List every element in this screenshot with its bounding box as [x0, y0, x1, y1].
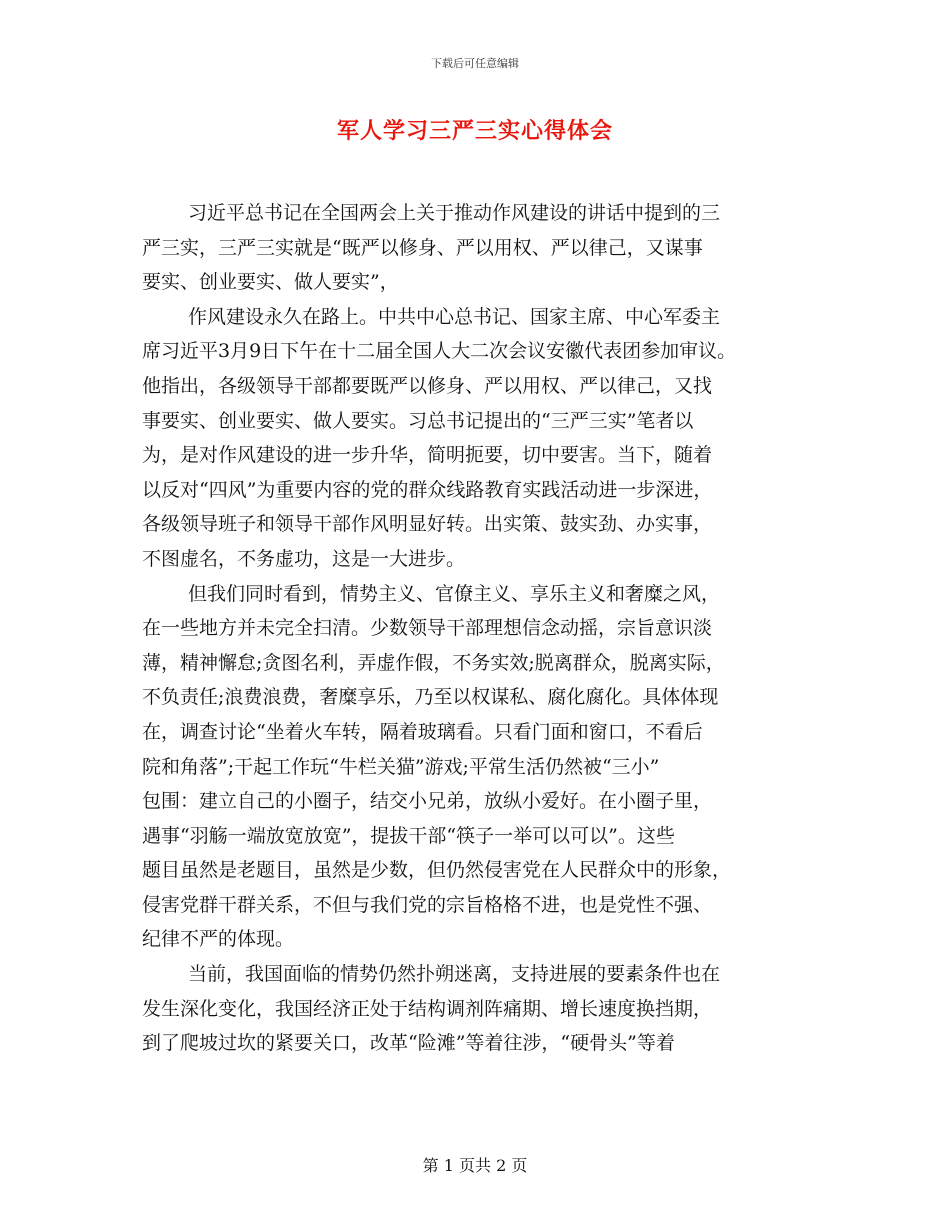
body-text-line: 遇事“羽觞一端放宽放宽”，提拔干部“筷子一举可以可以”。这些	[142, 824, 675, 847]
body-text-line: 以反对“四风”为重要内容的党的群众线路教育实践活动进一步深进，	[142, 478, 713, 501]
body-text-line: 他指出，各级领导干部都要既严以修身、严以用权、严以律己，又找	[142, 374, 713, 397]
body-text-line: 事要实、创业要实、做人要实。习总书记提出的“三严三实”笔者以	[142, 409, 694, 432]
body-text-line: 作风建设永久在路上。中共中心总书记、国家主席、中心军委主	[188, 305, 721, 328]
body-text-line: 到了爬坡过坎的紧要关口，改革“险滩”等着往涉，“硬骨头”等着	[142, 1032, 675, 1055]
header-note: 下载后可任意编辑	[431, 57, 519, 70]
body-text-line: 在一些地方并未完全扫清。少数领导干部理想信念动摇，宗旨意识淡	[142, 617, 713, 640]
body-text-line: 严三实，三严三实就是“既严以修身、严以用权、严以律己，又谋事	[142, 236, 703, 259]
body-text-line: 薄，精神懈怠;贪图名利，弄虚作假，不务实效;脱离群众，脱离实际，	[142, 651, 725, 674]
document-title: 军人学习三严三实心得体会	[336, 118, 613, 144]
body-text-line: 纪律不严的体现。	[142, 928, 295, 951]
body-text-line: 发生深化变化，我国经济正处于结构调剂阵痛期、增长速度换挡期，	[142, 997, 713, 1020]
body-text-line: 为，是对作风建设的进一步升华，简明扼要，切中要害。当下，随着	[142, 444, 713, 467]
body-text-line: 习近平总书记在全国两会上关于推动作风建设的讲话中提到的三	[188, 202, 721, 224]
body-text-line: 院和角落”;干起工作玩“牛栏关猫”游戏;平常生活仍然被“三小”	[142, 755, 660, 778]
body-text-line: 在，调查讨论“坐着火车转，隔着玻璃看。只看门面和窗口，不看后	[142, 720, 703, 743]
body-text-line: 各级领导班子和领导干部作风明显好转。出实策、鼓实劲、办实事，	[142, 513, 713, 536]
body-text-line: 席习近平3月9日下午在十二届全国人大二次会议安徽代表团参加审议。	[142, 340, 737, 363]
body-text-line: 但我们同时看到，情势主义、官僚主义、享乐主义和奢糜之风，	[188, 582, 721, 605]
body-text-line: 题目虽然是老题目，虽然是少数，但仍然侵害党在人民群众中的形象，	[142, 859, 732, 882]
body-text-line: 不图虚名，不务虚功，这是一大进步。	[142, 547, 466, 570]
body-text-line: 不负责任;浪费浪费，奢糜享乐，乃至以权谋私、腐化腐化。具体体现	[142, 686, 719, 709]
body-text-line: 侵害党群干群关系，不但与我们党的宗旨格格不进，也是党性不强、	[142, 893, 713, 916]
document-body	[142, 196, 832, 1061]
body-text-line: 当前，我国面临的情势仍然扑朔迷离，支持进展的要素条件也在	[188, 963, 721, 986]
page-number-footer: 第 1 页共 2 页	[422, 1156, 528, 1175]
body-text-line: 包围：建立自己的小圈子，结交小兄弟，放纵小爱好。在小圈子里，	[142, 790, 713, 813]
body-text-line: 要实、创业要实、做人要实”，	[142, 271, 399, 294]
